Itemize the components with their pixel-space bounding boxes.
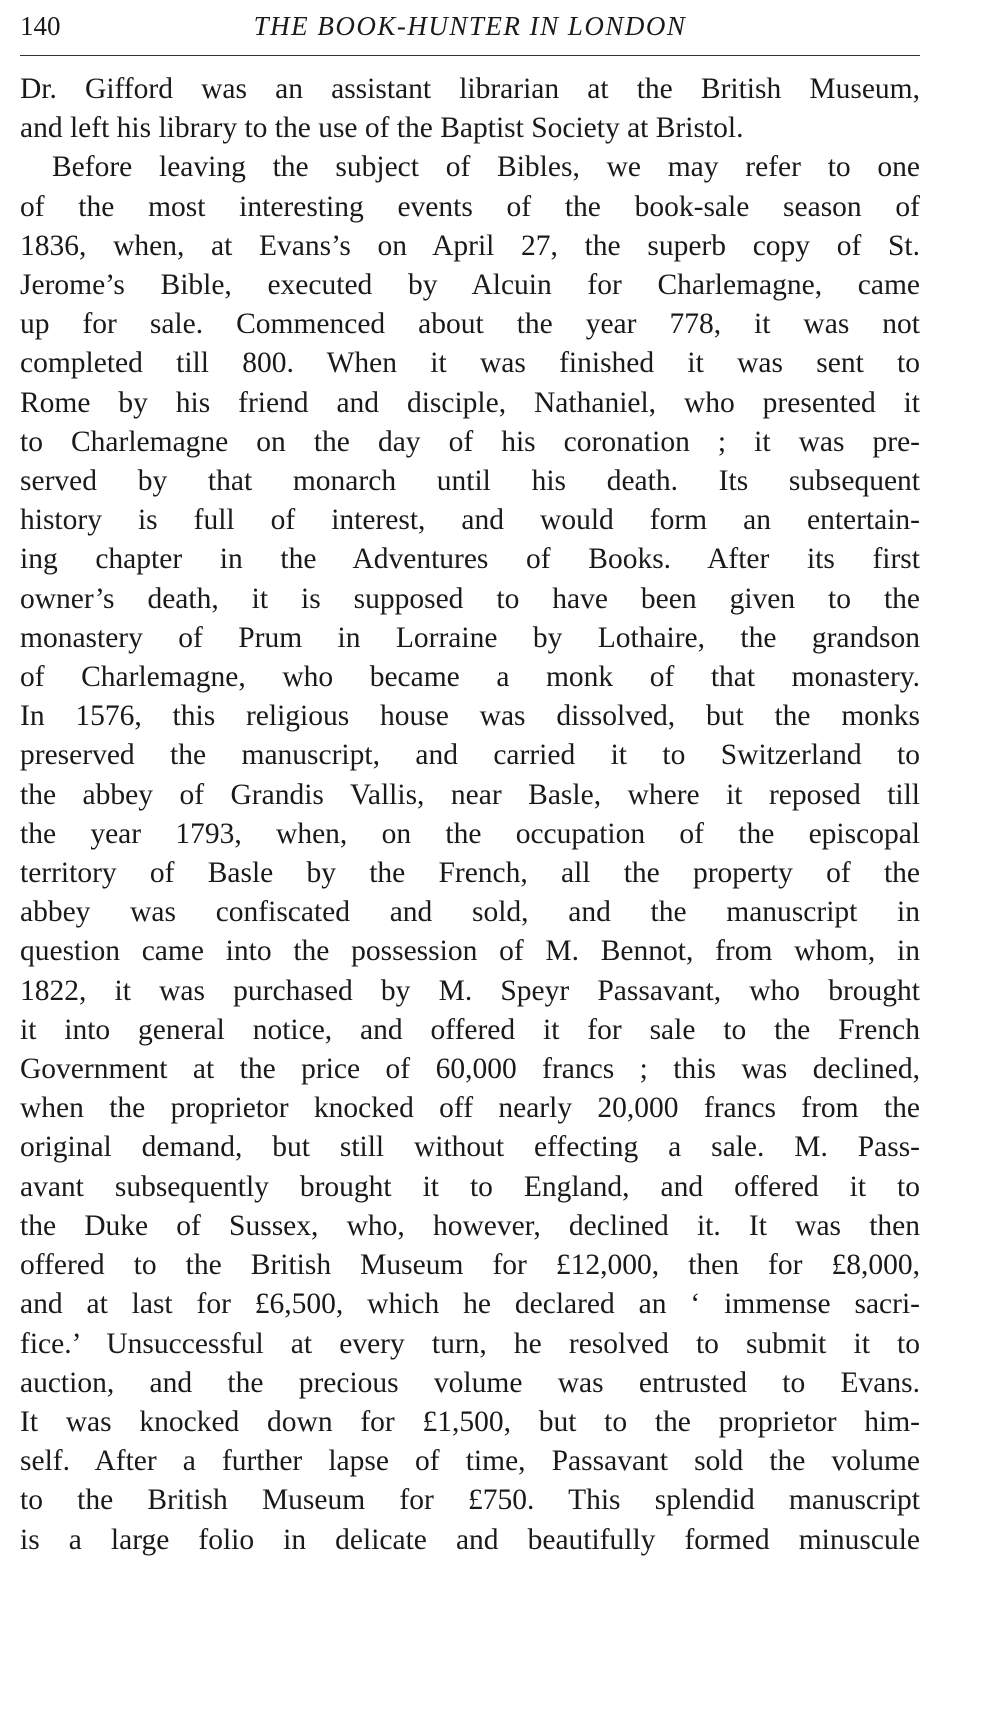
text-line: question came into the possession of M. Bennot, from whom, in bbox=[20, 935, 920, 968]
text-line: the Duke of Sussex, who, however, declined it. It was then bbox=[20, 1209, 920, 1242]
text-line: and at last for £6,500, which he declared an ‘ immense sacri- bbox=[20, 1288, 920, 1321]
text-line: history is full of interest, and would form an entertain- bbox=[20, 504, 920, 537]
text-line: up for sale. Commenced about the year 778, it was not bbox=[20, 308, 920, 341]
text-line: territory of Basle by the French, all the property of the bbox=[20, 857, 920, 890]
text-line: Jerome’s Bible, executed by Alcuin for Charlemagne, came bbox=[20, 269, 920, 302]
text-line: Government at the price of 60,000 francs ; this was declined, bbox=[20, 1053, 920, 1086]
text-line: of the most interesting events of the book-sale season of bbox=[20, 190, 920, 223]
text-line: and left his library to the use of the Baptist Society at Bristol. bbox=[20, 112, 744, 145]
text-line: Rome by his friend and disciple, Nathaniel, who presented it bbox=[20, 386, 920, 419]
page-number: 140 bbox=[20, 11, 61, 41]
text-line: monastery of Prum in Lorraine by Lothaire, the grandson bbox=[20, 621, 920, 654]
text-line: to the British Museum for £750. This splendid manuscript bbox=[20, 1484, 920, 1517]
text-line: the abbey of Grandis Vallis, near Basle, where it reposed till bbox=[20, 778, 920, 811]
text-line: 1822, it was purchased by M. Speyr Passavant, who brought bbox=[20, 974, 920, 1007]
text-line: Dr. Gifford was an assistant librarian at the British Museum, bbox=[20, 73, 920, 105]
text-line: In 1576, this religious house was dissolved, but the monks bbox=[20, 700, 920, 733]
text-line: avant subsequently brought it to England, and offered it to bbox=[20, 1170, 920, 1203]
text-line: original demand, but still without effecting a sale. M. Pass- bbox=[20, 1131, 920, 1164]
text-line: auction, and the precious volume was entrusted to Evans. bbox=[20, 1366, 920, 1399]
text-line: self. After a further lapse of time, Passavant sold the volume bbox=[20, 1445, 920, 1478]
running-title: THE BOOK-HUNTER IN LONDON bbox=[253, 11, 687, 41]
text-line: fice.’ Unsuccessful at every turn, he resolved to submit it to bbox=[20, 1327, 920, 1360]
text-line: to Charlemagne on the day of his coronation ; it was pre- bbox=[20, 425, 920, 458]
header-rule bbox=[20, 55, 920, 56]
text-line: served by that monarch until his death. Its subsequent bbox=[20, 465, 920, 498]
text-line: of Charlemagne, who became a monk of that monastery. bbox=[20, 661, 920, 694]
text-line: is a large folio in delicate and beautifully formed minuscule bbox=[20, 1523, 920, 1556]
text-line: 1836, when, at Evans’s on April 27, the superb copy of St. bbox=[20, 229, 920, 262]
running-head bbox=[20, 6, 920, 46]
text-line: it into general notice, and offered it for sale to the French bbox=[20, 1013, 920, 1046]
text-line: preserved the manuscript, and carried it to Switzerland to bbox=[20, 739, 920, 772]
text-line: It was knocked down for £1,500, but to the proprietor him- bbox=[20, 1405, 920, 1438]
text-line: abbey was confiscated and sold, and the manuscript in bbox=[20, 896, 920, 929]
text-line: ing chapter in the Adventures of Books. After its first bbox=[20, 543, 920, 576]
body-text bbox=[20, 70, 920, 1560]
text-line: when the proprietor knocked off nearly 20,000 francs from the bbox=[20, 1092, 920, 1125]
text-line: offered to the British Museum for £12,000, then for £8,000, bbox=[20, 1249, 920, 1282]
text-line: owner’s death, it is supposed to have been given to the bbox=[20, 582, 920, 615]
text-line: Before leaving the subject of Bibles, we may refer to one bbox=[52, 151, 920, 184]
text-line: the year 1793, when, on the occupation of the episcopal bbox=[20, 817, 920, 850]
text-line: completed till 800. When it was finished it was sent to bbox=[20, 347, 920, 380]
